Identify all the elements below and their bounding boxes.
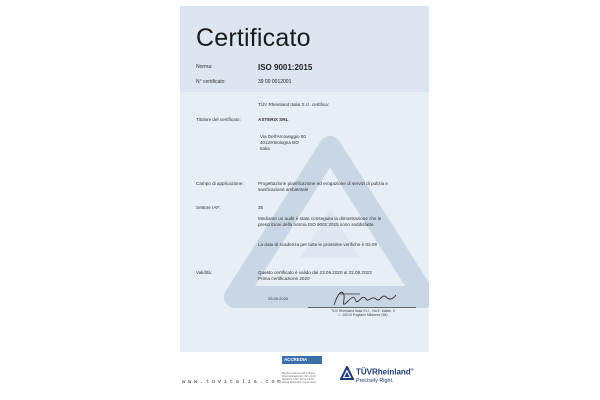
cert-number-label: N° certificato: xyxy=(196,79,226,85)
iaf-value: 35 xyxy=(258,205,264,210)
scope-line: sanificazione ambientale xyxy=(258,187,309,192)
certificate-footer xyxy=(180,352,429,398)
accredia-line: Membro degli Accordi di Mutuo xyxy=(282,372,315,375)
signatory-line: I - 20010 Pogliano Milanese (MI) xyxy=(338,313,388,318)
accredia-line: Mutual Recognition Agreements xyxy=(282,381,316,384)
accredia-line: Signatory of EA, IAF and ILAC xyxy=(282,378,315,381)
certificate-header xyxy=(180,6,429,92)
signatory-caption xyxy=(313,309,413,318)
cert-number-value: 39 00 0012001 xyxy=(258,79,292,85)
tuv-slogan: Precisely Right. xyxy=(356,378,394,384)
tuv-brand-name xyxy=(356,367,414,377)
scope-line: Progettazione pianificazione ed erogazione di servizi di pulizia e xyxy=(258,181,388,186)
accredia-text xyxy=(282,372,326,384)
website-link[interactable]: www.tuvitalia.com xyxy=(182,378,284,385)
accredia-logo xyxy=(282,356,326,384)
accredia-line: Riconoscimento EA, IAF e ILAC xyxy=(282,375,316,378)
audit-text xyxy=(258,216,381,228)
address-line: Via Dell'Arcoveggio 80 xyxy=(260,134,306,139)
accredia-badge: ACCREDIA xyxy=(282,356,322,364)
tuv-triangle-logo-icon xyxy=(340,366,354,380)
registered-mark: ® xyxy=(410,367,414,372)
holder-name: ASTERIX SRL xyxy=(258,117,289,122)
certificate-document xyxy=(180,6,429,398)
expiry-text: La data di scadenza per tutte le prossime verifiche è 03.09 xyxy=(258,242,377,247)
validity-line: Prima certificazione 2020 xyxy=(258,276,310,281)
norma-label: Norma: xyxy=(196,64,213,70)
validity-line: Questo certificato è valido dal 23.09.2020 al 22.09.2023 xyxy=(258,270,372,275)
audit-line: Mediante un audit è stata conseguita la dimostrazione che le xyxy=(258,216,382,221)
intro-text: TÜV Rheinland Italia S.r.l. certifica: xyxy=(258,102,329,107)
scope-label: Campo di applicazione: xyxy=(196,181,244,186)
tuv-brand-text: TÜVRheinland xyxy=(356,367,411,377)
scope-text xyxy=(258,181,388,193)
address-line: Italia xyxy=(260,146,270,151)
norma-value: ISO 9001:2015 xyxy=(258,63,313,72)
certificate-body xyxy=(180,92,429,352)
address-block xyxy=(260,134,306,152)
validity-label: Validità: xyxy=(196,270,213,275)
holder-label: Titolare del certificato: xyxy=(196,117,241,122)
validity-text xyxy=(258,270,372,282)
issue-date: 25.09.2020 xyxy=(268,296,289,301)
certificate-title: Certificato xyxy=(196,24,311,52)
address-line: 40129 Bologna BO xyxy=(260,140,299,145)
iaf-label: Settore IAF: xyxy=(196,205,221,210)
signatory-line: TÜV Rheinland Italia S.r.l., Via E. Mattei, 3 xyxy=(331,309,395,313)
signature-line xyxy=(308,307,416,308)
audit-line: prescrizioni della norma ISO 9001:2015 sono soddisfatte. xyxy=(258,222,375,227)
